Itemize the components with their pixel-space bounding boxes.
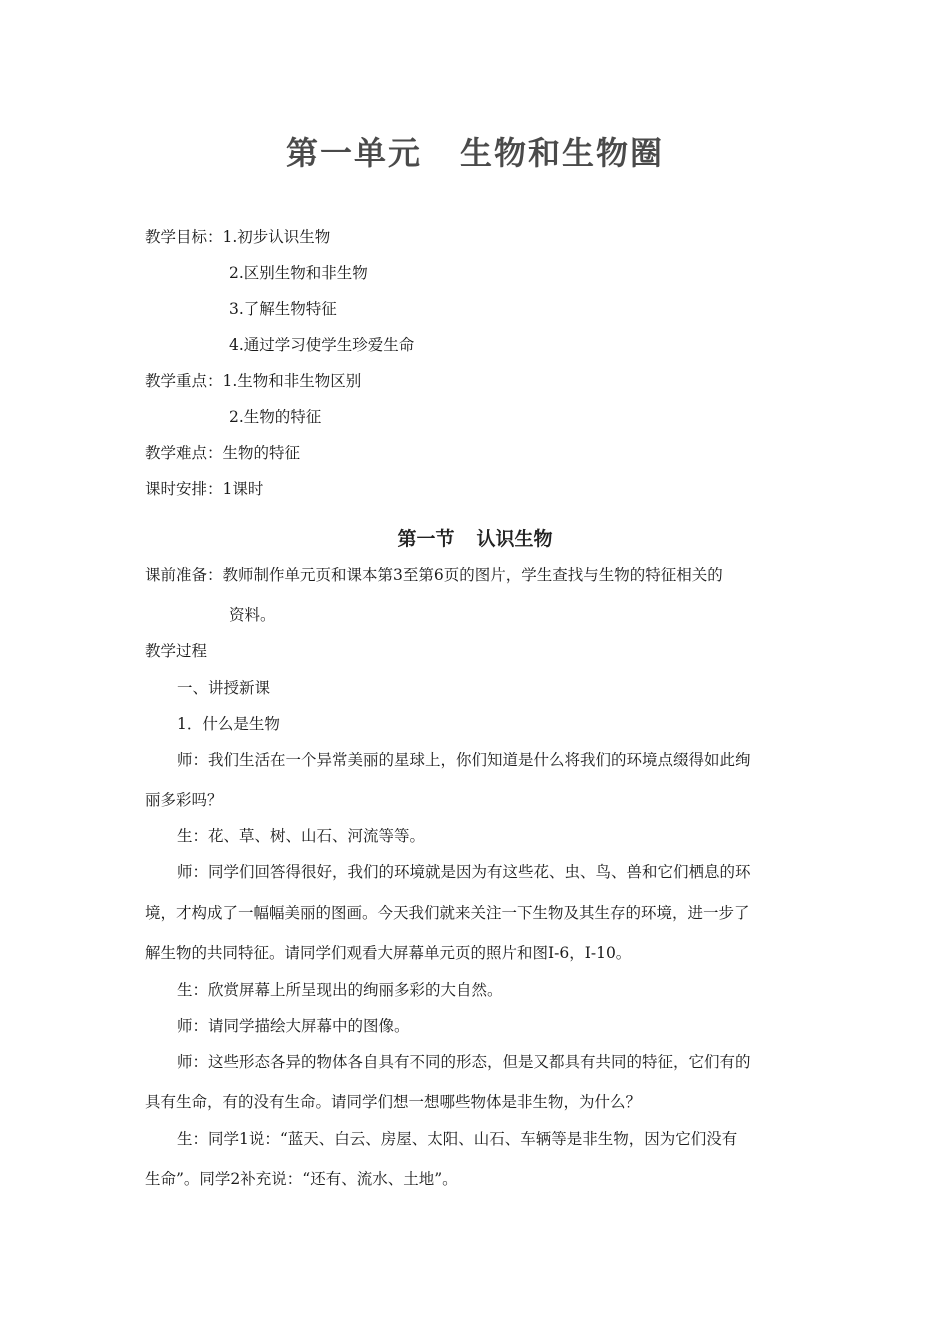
section-number: 第一节 [397,528,455,550]
process-question: 1．什么是生物 [177,715,280,733]
process-part-heading: 一、讲授新课 [177,679,271,697]
section-name: 认识生物 [476,528,553,550]
dialogue-line: 生：同学1说：“蓝天、白云、房屋、太阳、山石、车辆等是非生物，因为它们没有 [177,1130,738,1148]
preparation-row [145,565,723,585]
schedule-label: 课时安排： [145,480,223,498]
key-points-row-1 [145,371,361,391]
dialogue-line: 解生物的共同特征。请同学们观看大屏幕单元页的照片和图I-6，I-10。 [145,944,632,962]
unit-name: 生物和生物圈 [460,134,665,172]
process-heading: 教学过程 [145,642,208,660]
dialogue-line: 生命”。同学2补充说：“还有、流水、土地”。 [145,1170,458,1188]
dialogue-line: 具有生命，有的没有生命。请同学们想一想哪些物体是非生物，为什么？ [145,1093,642,1111]
objective-item: 1.初步认识生物 [222,228,331,246]
objectives-label: 教学目标： [145,228,223,246]
objective-item: 2.区别生物和非生物 [229,264,368,282]
schedule-text: 1课时 [222,480,264,498]
objective-item: 3.了解生物特征 [229,300,337,318]
unit-title [0,128,950,174]
dialogue-line: 生：花、草、树、山石、河流等等。 [177,827,426,845]
dialogue-line: 丽多彩吗？ [145,791,223,809]
schedule-row [145,479,263,499]
dialogue-line: 师：我们生活在一个异常美丽的星球上，你们知道是什么将我们的环境点缀得如此绚 [177,751,751,769]
difficulty-text: 生物的特征 [222,444,301,462]
dialogue-line: 境，才构成了一幅幅美丽的图画。今天我们就来关注一下生物及其生存的环境，进一步了 [145,904,750,922]
preparation-text: 教师制作单元页和课本第3至第6页的图片，学生查找与生物的特征相关的 [222,566,723,584]
objective-item: 4.通过学习使学生珍爱生命 [229,336,415,354]
key-points-label: 教学重点： [145,372,223,390]
dialogue-line: 生：欣赏屏幕上所呈现出的绚丽多彩的大自然。 [177,981,503,999]
dialogue-line: 师：请同学描绘大屏幕中的图像。 [177,1017,410,1035]
objectives-row-1 [145,227,330,247]
preparation-text-cont: 资料。 [229,606,276,624]
unit-number: 第一单元 [285,134,422,172]
section-title [0,524,950,551]
dialogue-line: 师：这些形态各异的物体各自具有不同的形态，但是又都具有共同的特征，它们有的 [177,1053,751,1071]
key-point-item: 2.生物的特征 [229,408,322,426]
preparation-label: 课前准备： [145,566,223,584]
difficulty-label: 教学难点： [145,444,223,462]
key-point-item: 1.生物和非生物区别 [222,372,362,390]
difficulty-row [145,443,300,463]
dialogue-line: 师：同学们回答得很好，我们的环境就是因为有这些花、虫、鸟、兽和它们栖息的环 [177,863,751,881]
